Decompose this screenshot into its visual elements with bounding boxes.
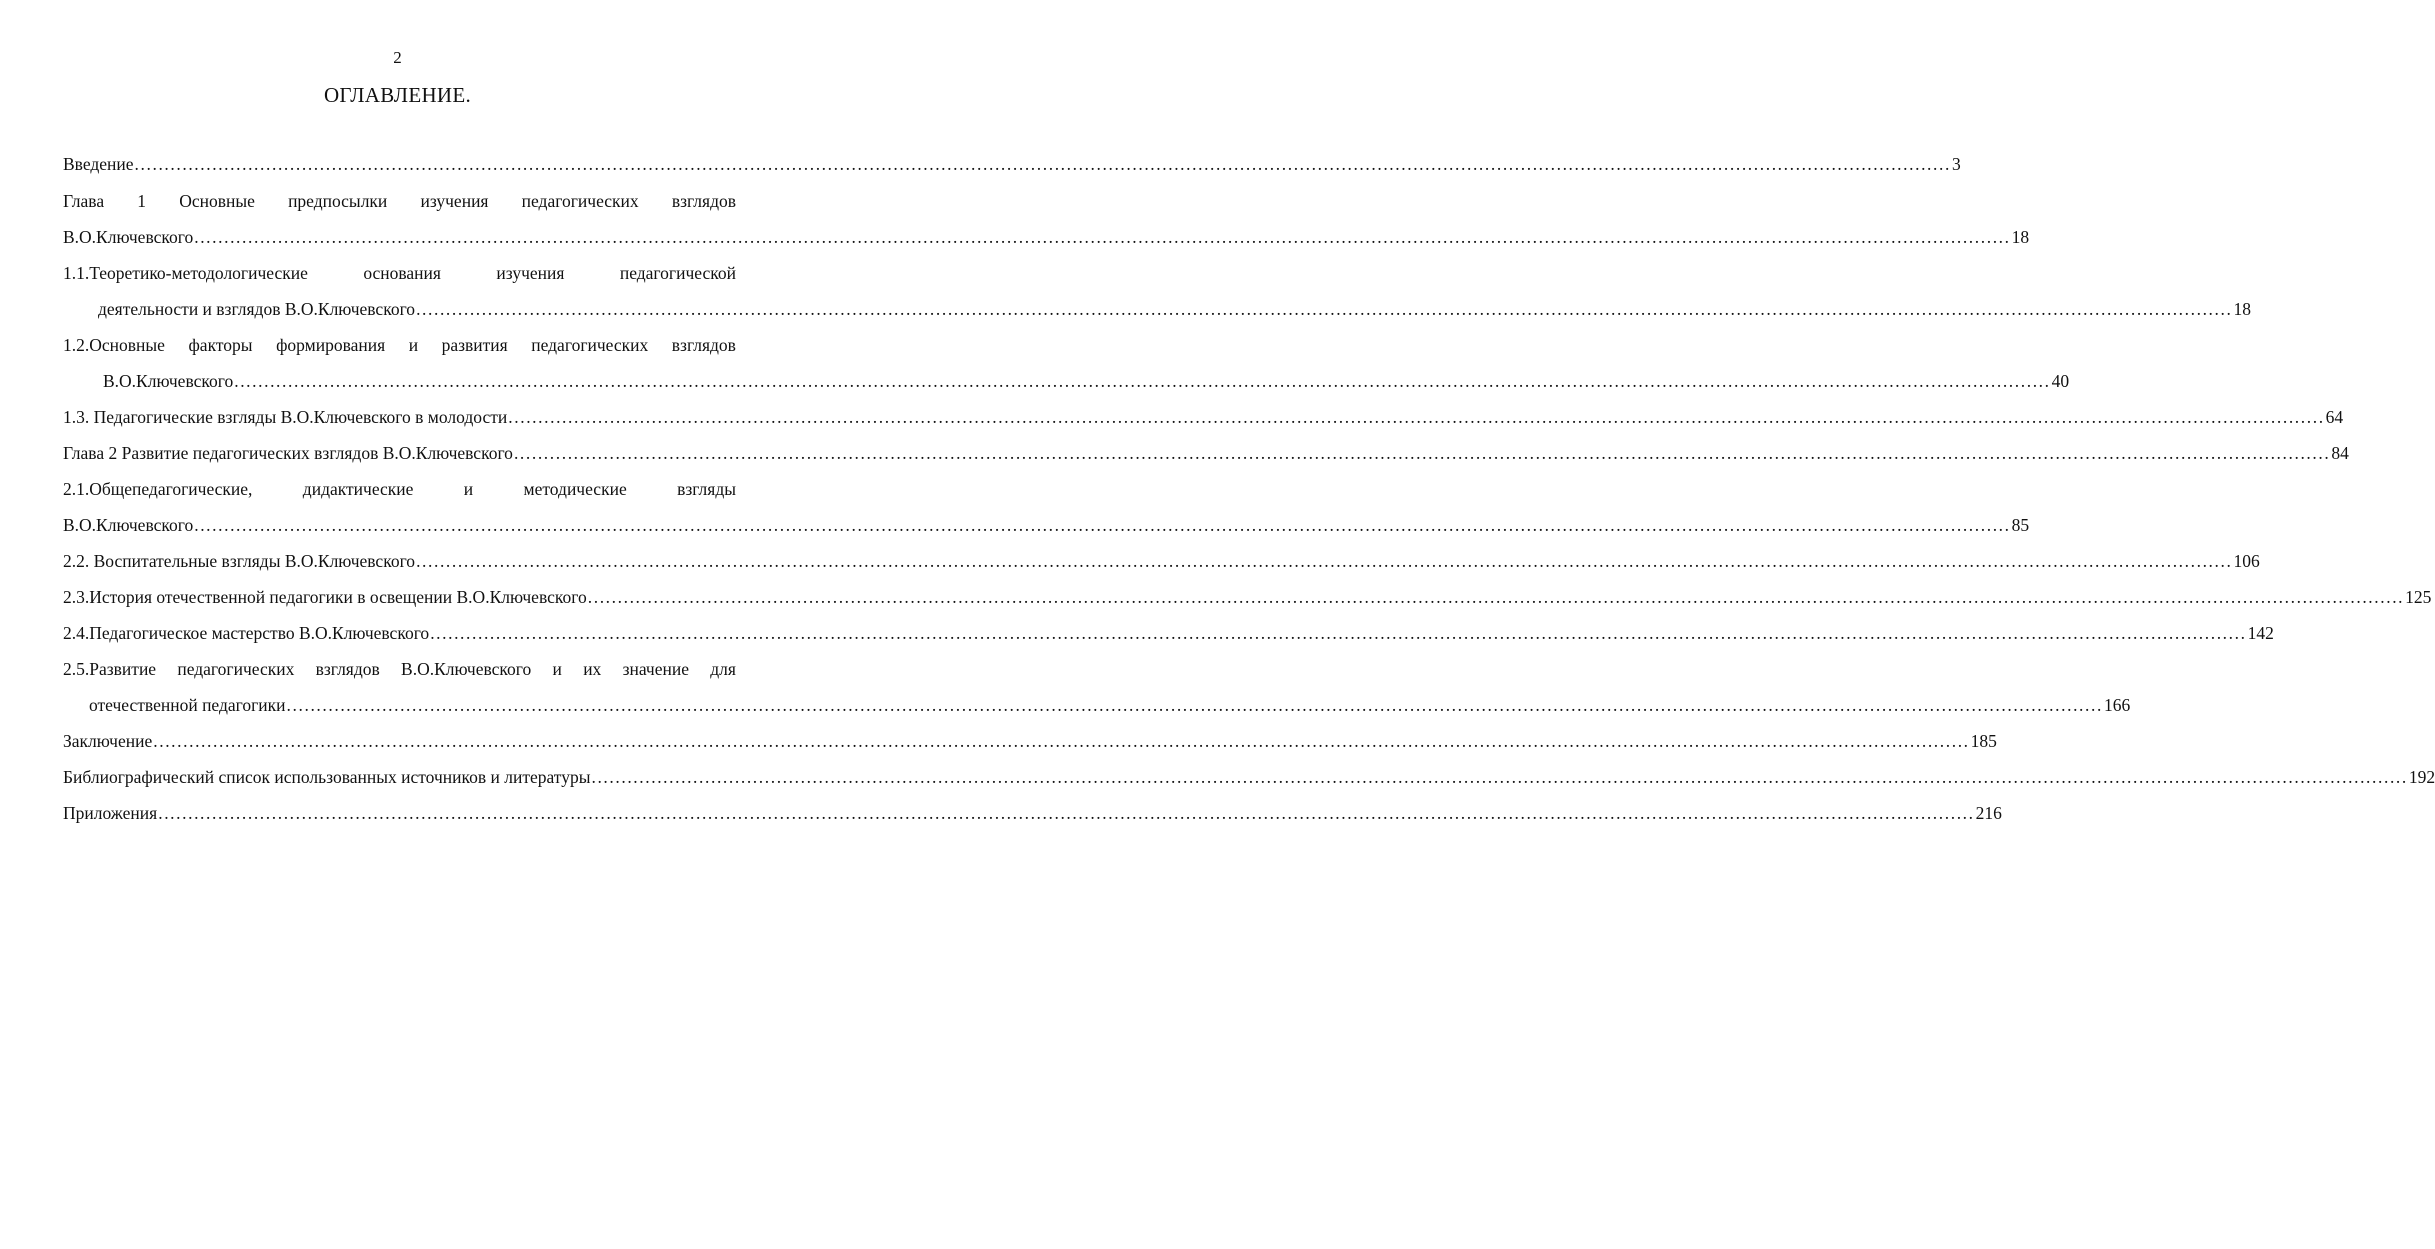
leader-dots xyxy=(287,695,2103,716)
toc-entry-appendix[interactable] xyxy=(63,803,2002,827)
toc-word: 2.5.Развитие xyxy=(63,659,157,679)
toc-word: взгляды xyxy=(677,479,736,499)
toc-word: педагогических xyxy=(177,659,295,679)
toc-word: взглядов xyxy=(671,191,736,211)
toc-page-number: 84 xyxy=(2331,443,2349,463)
toc-entry-section-2-3[interactable] xyxy=(63,587,2432,611)
toc-word: 1.2.Основные xyxy=(63,335,165,355)
toc-label: В.О.Ключевского xyxy=(63,515,194,535)
toc-page-number: 85 xyxy=(2011,515,2030,535)
toc-label: Приложения xyxy=(63,803,158,823)
toc-label: деятельности и взглядов В.О.Ключевского xyxy=(98,299,416,319)
toc-page-number: 185 xyxy=(1970,731,1997,751)
leader-dots xyxy=(194,515,2010,536)
page-title: ОГЛАВЛЕНИЕ. xyxy=(323,83,472,107)
toc-entry-chapter-1[interactable] xyxy=(63,191,736,215)
leader-dots xyxy=(416,551,2232,572)
toc-entry-chapter-2[interactable] xyxy=(63,443,2349,467)
leader-dots xyxy=(153,731,1969,752)
toc-word: Глава xyxy=(63,191,105,211)
toc-label: Глава 2 Развитие педагогических взглядов В.О.Ключевского xyxy=(63,443,513,463)
leader-dots xyxy=(416,299,2232,320)
toc-entry-section-1-2-cont[interactable] xyxy=(103,371,2070,395)
toc-entry-bibliography[interactable] xyxy=(63,767,2435,791)
toc-entry-conclusion[interactable] xyxy=(63,731,1997,755)
toc-label: Заключение xyxy=(63,731,153,751)
toc-word: методические xyxy=(523,479,627,499)
toc-label: отечественной педагогики xyxy=(89,695,286,715)
toc-page-number: 18 xyxy=(2233,299,2251,319)
toc-label: 2.3.История отечественной педагогики в освещении В.О.Ключевского xyxy=(63,587,587,607)
toc-word: развития xyxy=(441,335,508,355)
toc-page-number: 106 xyxy=(2233,551,2260,571)
toc-label: 2.4.Педагогическое мастерство В.О.Ключевского xyxy=(63,623,430,643)
toc-word: и xyxy=(463,479,474,499)
toc-word: Основные xyxy=(179,191,255,211)
leader-dots xyxy=(194,227,2010,248)
toc-label: 1.3. Педагогические взгляды В.О.Ключевского в молодости xyxy=(63,407,508,427)
toc-word: значение xyxy=(622,659,689,679)
toc-page-number: 125 xyxy=(2405,587,2432,607)
toc-entry-section-1-3[interactable] xyxy=(63,407,2344,431)
toc-word: педагогических xyxy=(531,335,649,355)
toc-entry-section-1-2[interactable] xyxy=(63,335,736,359)
toc-word: 2.1.Общепедагогические, xyxy=(63,479,253,499)
leader-dots xyxy=(234,371,2050,392)
toc-word: предпосылки xyxy=(288,191,388,211)
toc-page-number: 166 xyxy=(2103,695,2131,715)
leader-dots xyxy=(514,443,2330,464)
toc-page-number: 3 xyxy=(1951,154,1961,174)
toc-word: педагогических xyxy=(521,191,639,211)
toc-entry-section-2-2[interactable] xyxy=(63,551,2260,575)
toc-word: взглядов xyxy=(315,659,380,679)
toc-page-number: 216 xyxy=(1975,803,2002,823)
toc-word: 1 xyxy=(137,191,147,211)
toc-entry-section-2-1[interactable] xyxy=(63,479,736,503)
toc-page-number: 18 xyxy=(2011,227,2030,247)
toc-label: Библиографический список использованных источников и литературы xyxy=(63,767,591,787)
toc-word: и xyxy=(552,659,562,679)
leader-dots xyxy=(135,154,1951,175)
toc-word: В.О.Ключевского xyxy=(401,659,532,679)
toc-word: факторы xyxy=(188,335,253,355)
toc-page-number: 64 xyxy=(2325,407,2344,427)
leader-dots xyxy=(430,623,2246,644)
leader-dots xyxy=(508,407,2324,428)
toc-word: 1.1.Теоретико-методологические xyxy=(63,263,308,283)
toc-label: Введение xyxy=(63,154,134,174)
toc-entry-section-2-5[interactable] xyxy=(63,659,736,683)
toc-word: дидактические xyxy=(302,479,414,499)
toc-word: изучения xyxy=(496,263,565,283)
toc-label: В.О.Ключевского xyxy=(103,371,234,391)
page-number: 2 xyxy=(393,48,402,67)
leader-dots xyxy=(591,767,2407,788)
toc-entry-intro[interactable] xyxy=(63,154,1961,178)
leader-dots xyxy=(588,587,2404,608)
toc-word: для xyxy=(710,659,736,679)
toc-entry-section-2-4[interactable] xyxy=(63,623,2274,647)
toc-page-number: 40 xyxy=(2051,371,2070,391)
toc-label: 2.2. Воспитательные взгляды В.О.Ключевского xyxy=(63,551,416,571)
toc-word: изучения xyxy=(420,191,489,211)
toc-word: взглядов xyxy=(671,335,736,355)
toc-label: В.О.Ключевского xyxy=(63,227,194,247)
toc-entry-section-1-1[interactable] xyxy=(63,263,736,287)
toc-entry-chapter-1-cont[interactable] xyxy=(63,227,2030,251)
toc-word: формирования xyxy=(276,335,386,355)
toc-word: и xyxy=(408,335,419,355)
toc-page-number: 142 xyxy=(2247,623,2274,643)
toc-word: основания xyxy=(363,263,441,283)
leader-dots xyxy=(158,803,1974,824)
toc-page-number: 192 xyxy=(2408,767,2435,787)
toc-word: педагогической xyxy=(619,263,736,283)
toc-entry-section-2-1-cont[interactable] xyxy=(63,515,2030,539)
toc-entry-section-1-1-cont[interactable] xyxy=(98,299,2251,323)
toc-entry-section-2-5-cont[interactable] xyxy=(89,695,2131,719)
toc-word: их xyxy=(583,659,602,679)
